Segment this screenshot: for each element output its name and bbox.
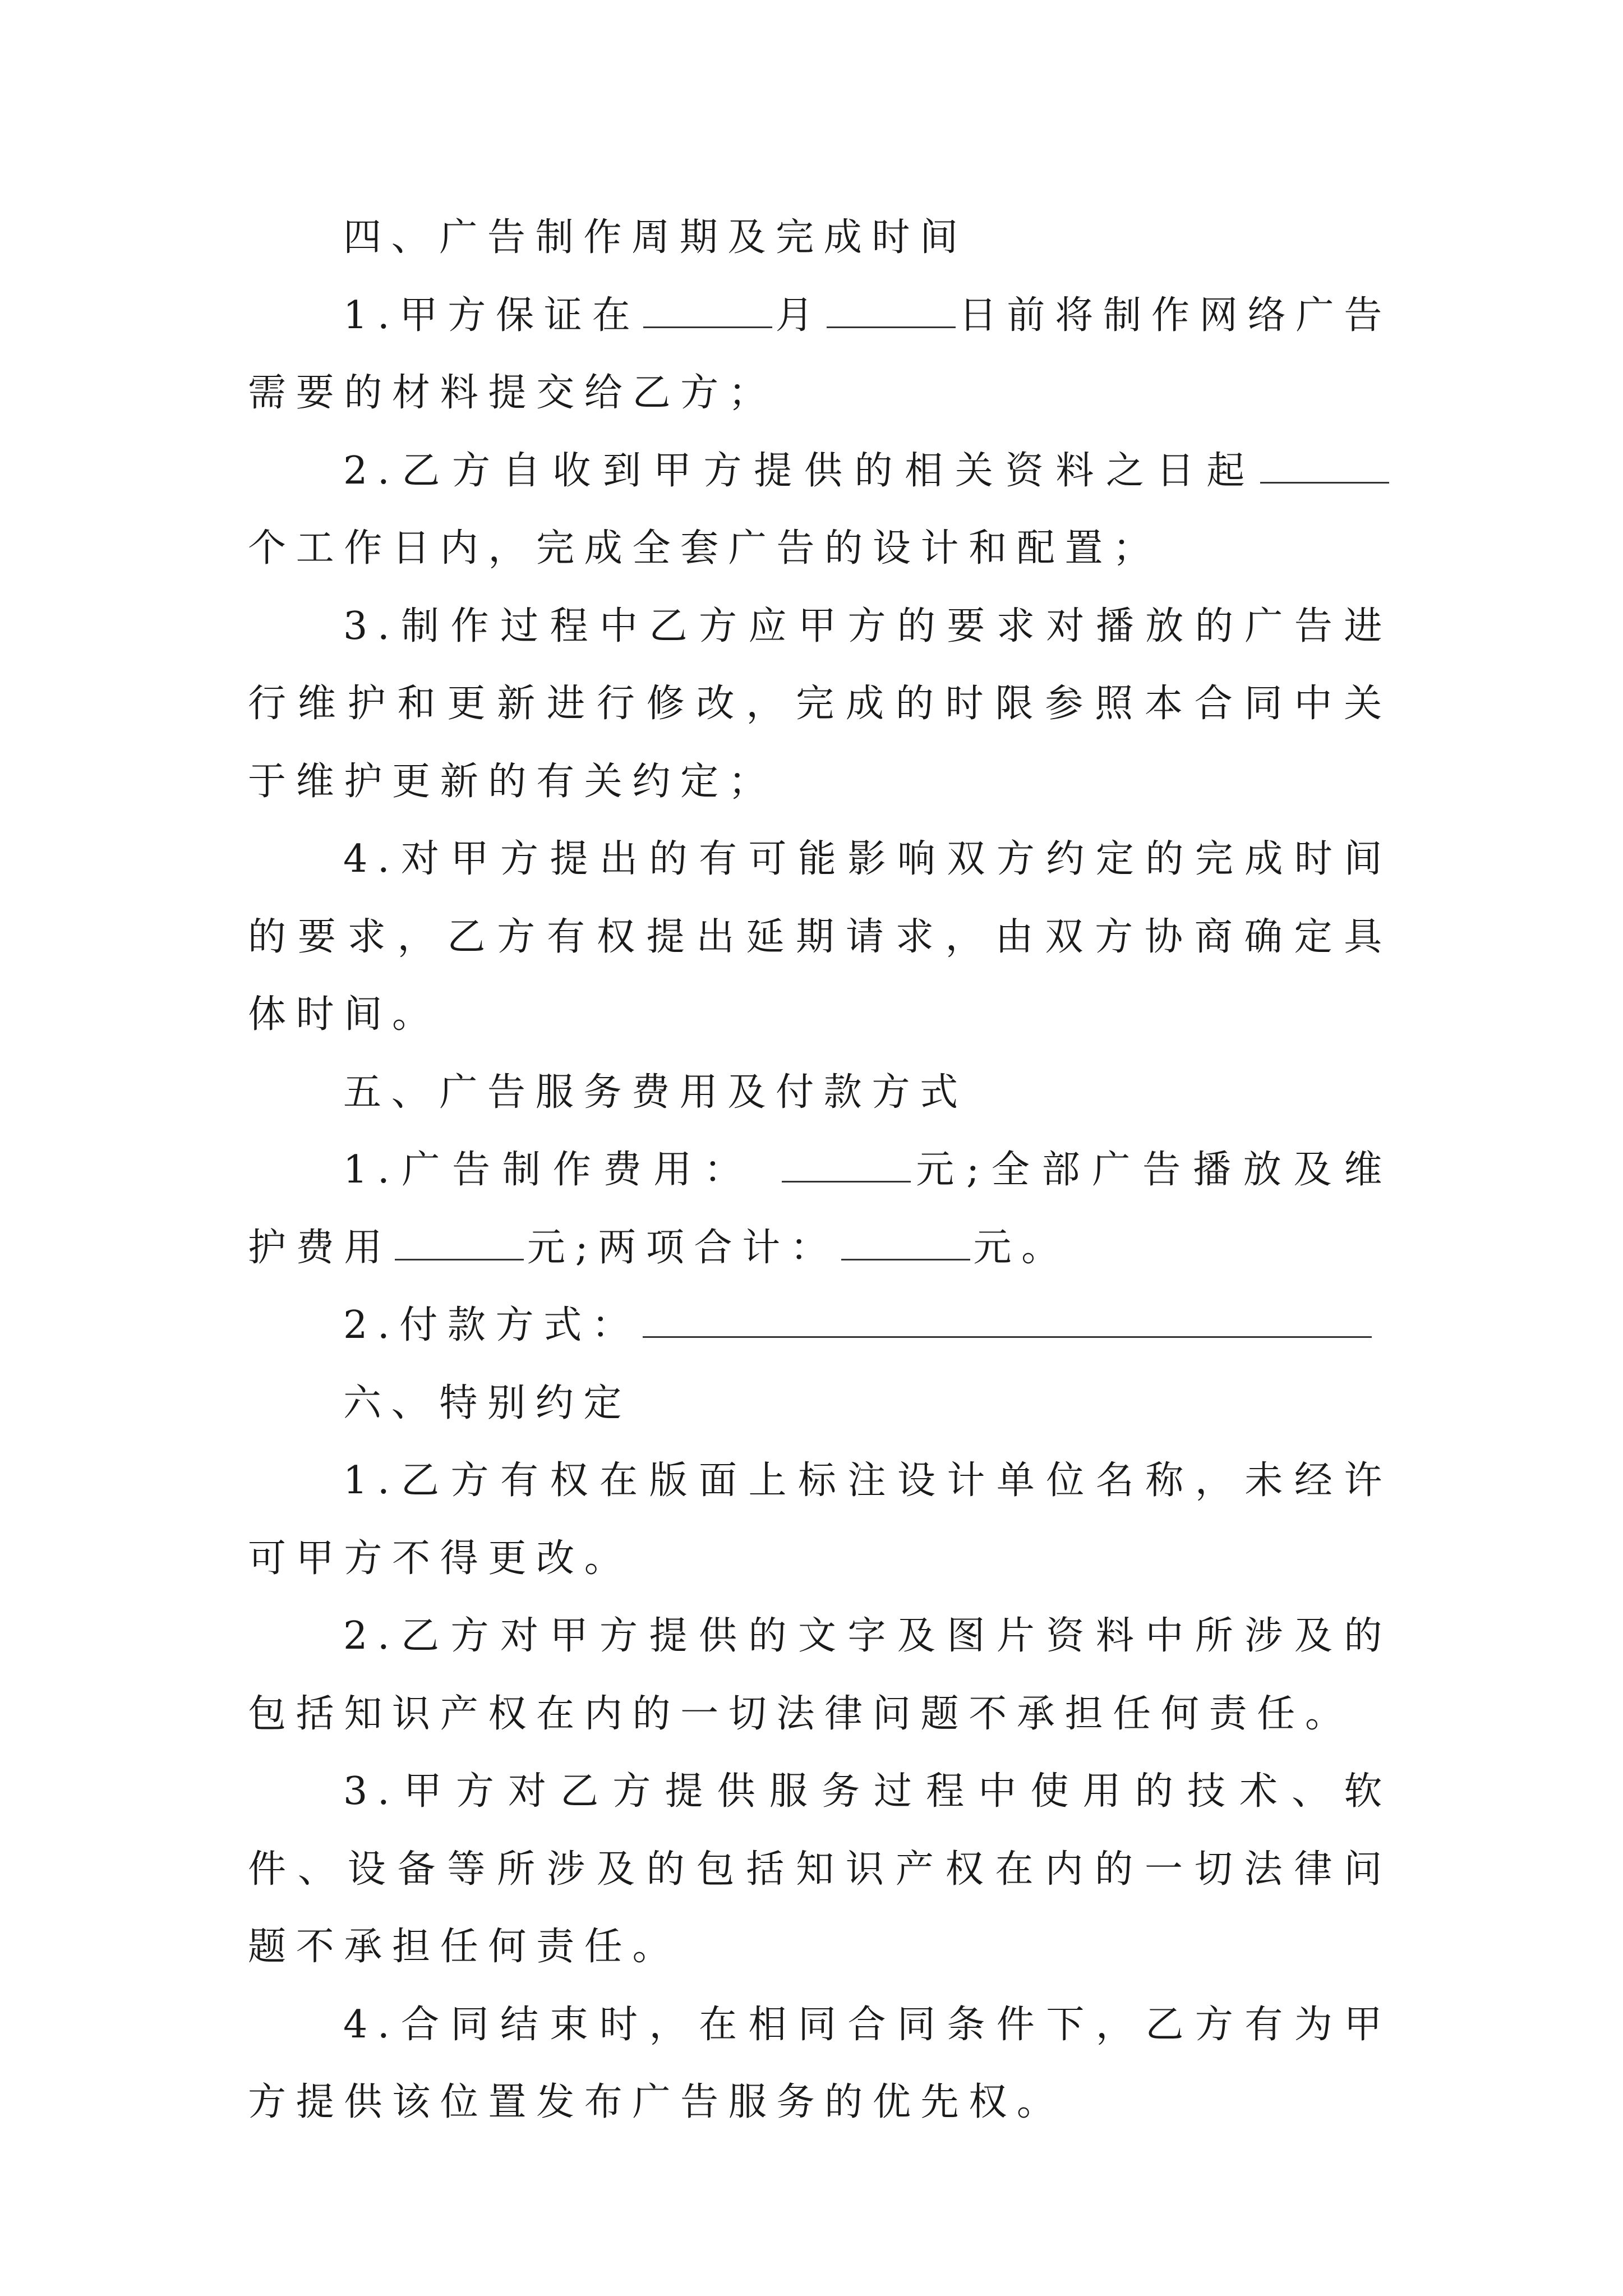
document-body <box>248 199 1392 2142</box>
clause-6-1 <box>248 1442 1392 1598</box>
clause-4-2 <box>248 432 1392 588</box>
clause-6-3 <box>248 1753 1392 1986</box>
fill-blank[interactable] <box>395 1224 524 1260</box>
text-segment: 3.甲方对乙方提供服务过程中使用的技术、软件、设备等所涉及的包括知识产权在内的一切法律问题不承担任何责任。 <box>248 1769 1392 1969</box>
section-heading-6 <box>248 1365 1392 1443</box>
text-segment: 日前将制作网络广告需要的材料提交给乙方； <box>248 293 1393 415</box>
text-segment: 元。 <box>973 1225 1069 1270</box>
clause-5-1 <box>248 1131 1392 1287</box>
clause-6-4 <box>248 1986 1392 2142</box>
clause-5-2 <box>248 1287 1392 1365</box>
text-segment: 元;两项合计： <box>527 1225 838 1270</box>
section-heading-5 <box>248 1054 1392 1132</box>
clause-4-1 <box>248 277 1392 432</box>
clause-4-4 <box>248 821 1392 1054</box>
fill-blank[interactable] <box>782 1147 911 1182</box>
text-segment: 4.合同结束时，在相同合同条件下，乙方有为甲方提供该位置发布广告服务的优先权。 <box>248 2002 1392 2124</box>
text-segment: 个工作日内，完成全套广告的设计和配置； <box>248 526 1161 570</box>
text-segment: 2.乙方自收到甲方提供的相关资料之日起 <box>343 448 1257 493</box>
section-heading-4 <box>248 199 1392 277</box>
text-segment: 1.甲方保证在 <box>343 293 640 338</box>
text-segment: 1.乙方有权在版面上标注设计单位名称，未经许可甲方不得更改。 <box>248 1458 1392 1581</box>
text-segment: 元;全部广告播放及维护费用 <box>248 1148 1392 1270</box>
text-segment: 1.广告制作费用： <box>343 1148 779 1192</box>
fill-blank[interactable] <box>1260 447 1389 483</box>
text-segment: 四、广告制作周期及完成时间 <box>343 215 968 260</box>
fill-blank[interactable] <box>643 1302 1372 1338</box>
clause-4-3 <box>248 588 1392 821</box>
fill-blank[interactable] <box>643 292 772 328</box>
text-segment: 2.付款方式： <box>343 1303 640 1347</box>
text-segment: 五、广告服务费用及付款方式 <box>343 1070 968 1115</box>
text-segment: 4.对甲方提出的有可能影响双方约定的完成时间的要求，乙方有权提出延期请求，由双方协商确定具体时间。 <box>248 837 1392 1037</box>
text-segment: 六、特别约定 <box>343 1381 632 1425</box>
fill-blank[interactable] <box>827 292 956 328</box>
fill-blank[interactable] <box>841 1224 970 1260</box>
text-segment: 2.乙方对甲方提供的文字及图片资料中所涉及的包括知识产权在内的一切法律问题不承担任何责任。 <box>248 1614 1392 1736</box>
text-segment: 3.制作过程中乙方应甲方的要求对播放的广告进行维护和更新进行修改，完成的时限参照本合同中关于维护更新的有关约定； <box>248 604 1392 804</box>
text-segment: 月 <box>775 293 824 338</box>
clause-6-2 <box>248 1598 1392 1753</box>
